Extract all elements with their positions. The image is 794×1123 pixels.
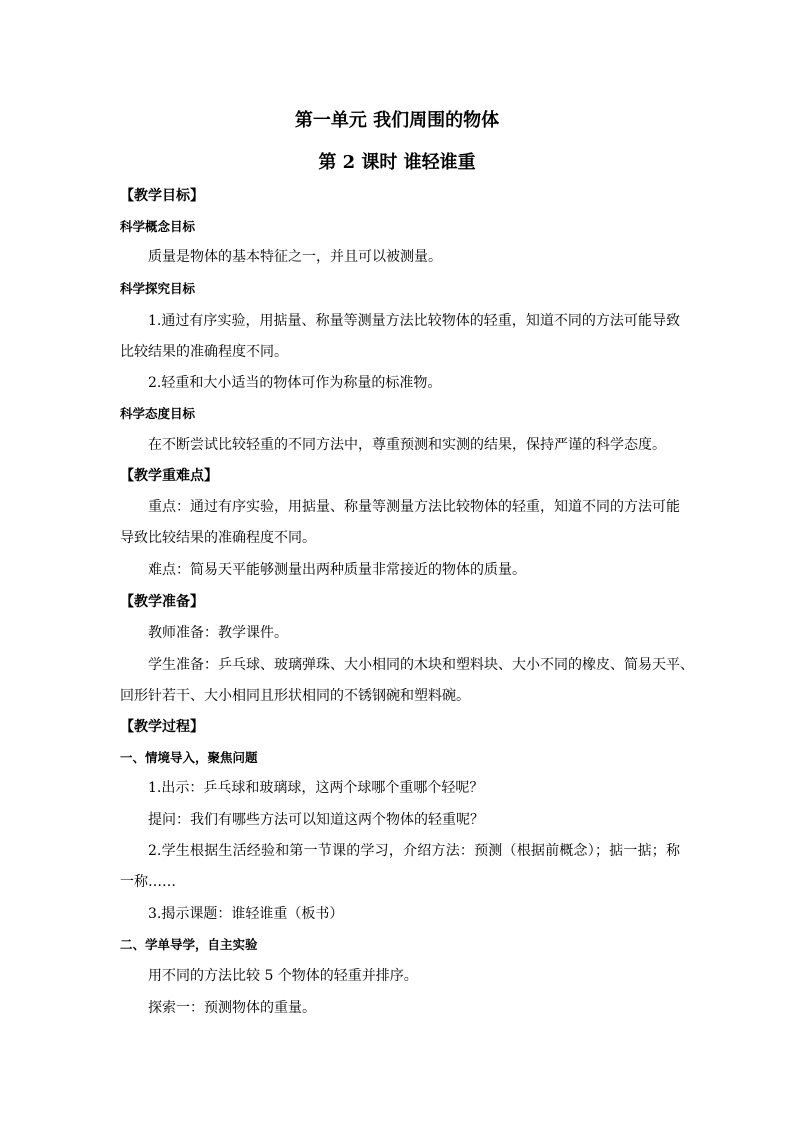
difficulty-text: 难点：简易天平能够测量出两种质量非常接近的物体的质量。 xyxy=(148,562,526,578)
objectives-heading: 【教学目标】 xyxy=(120,188,204,204)
attitude-objective-text: 在不断尝试比较轻重的不同方法中，尊重预测和实测的结果，保持严谨的科学态度。 xyxy=(148,437,666,453)
inquiry-objective-item-2: 2.轻重和大小适当的物体可作为称量的标准物。 xyxy=(148,375,442,391)
concept-objective-heading: 科学概念目标 xyxy=(120,219,196,234)
part-1-item-1: 1.出示：乒乓球和玻璃球，这两个球哪个重哪个轻呢？ xyxy=(148,780,484,796)
student-preparation: 学生准备：乒乓球、玻璃弹珠、大小相同的木块和塑料块、大小不同的橡皮、简易天平、 xyxy=(148,657,694,673)
document-title: 第一单元 我们周围的物体 xyxy=(294,110,500,131)
teacher-preparation: 教师准备：教学课件。 xyxy=(148,625,288,641)
attitude-objective-heading: 科学态度目标 xyxy=(120,406,196,421)
part-1-question: 提问：我们有哪些方法可以知道这两个物体的轻重呢？ xyxy=(148,812,484,828)
inquiry-objective-item-1: 1.通过有序实验，用掂量、称量等测量方法比较物体的轻重，知道不同的方法可能导致 xyxy=(148,313,680,329)
student-preparation-continued: 回形针若干、大小相同且形状相同的不锈钢碗和塑料碗。 xyxy=(120,688,470,704)
lesson-subtitle: 第 2 课时 谁轻谁重 xyxy=(318,152,476,173)
part-2-explore-1: 探索一：预测物体的重量。 xyxy=(148,1000,316,1016)
part-1-heading: 一、情境导入，聚焦问题 xyxy=(120,750,258,765)
process-heading: 【教学过程】 xyxy=(120,719,204,735)
key-points-heading: 【教学重难点】 xyxy=(120,468,218,484)
inquiry-objective-heading: 科学探究目标 xyxy=(120,281,196,296)
part-2-heading: 二、学单导学，自主实验 xyxy=(120,937,258,952)
part-2-text: 用不同的方法比较 5 个物体的轻重并排序。 xyxy=(148,968,418,984)
key-point-text-continued: 导致比较结果的准确程度不同。 xyxy=(120,530,316,546)
concept-objective-text: 质量是物体的基本特征之一，并且可以被测量。 xyxy=(148,249,442,265)
part-1-item-2: 2.学生根据生活经验和第一节课的学习，介绍方法：预测（根据前概念）；掂一掂；称 xyxy=(148,843,680,859)
key-point-text: 重点：通过有序实验，用掂量、称量等测量方法比较物体的轻重，知道不同的方法可能 xyxy=(148,499,680,515)
part-1-item-2-continued: 一称…… xyxy=(120,874,176,890)
part-1-item-3: 3.揭示课题：谁轻谁重（板书） xyxy=(148,906,344,922)
inquiry-objective-item-1-continued: 比较结果的准确程度不同。 xyxy=(120,344,288,360)
preparation-heading: 【教学准备】 xyxy=(120,594,204,610)
